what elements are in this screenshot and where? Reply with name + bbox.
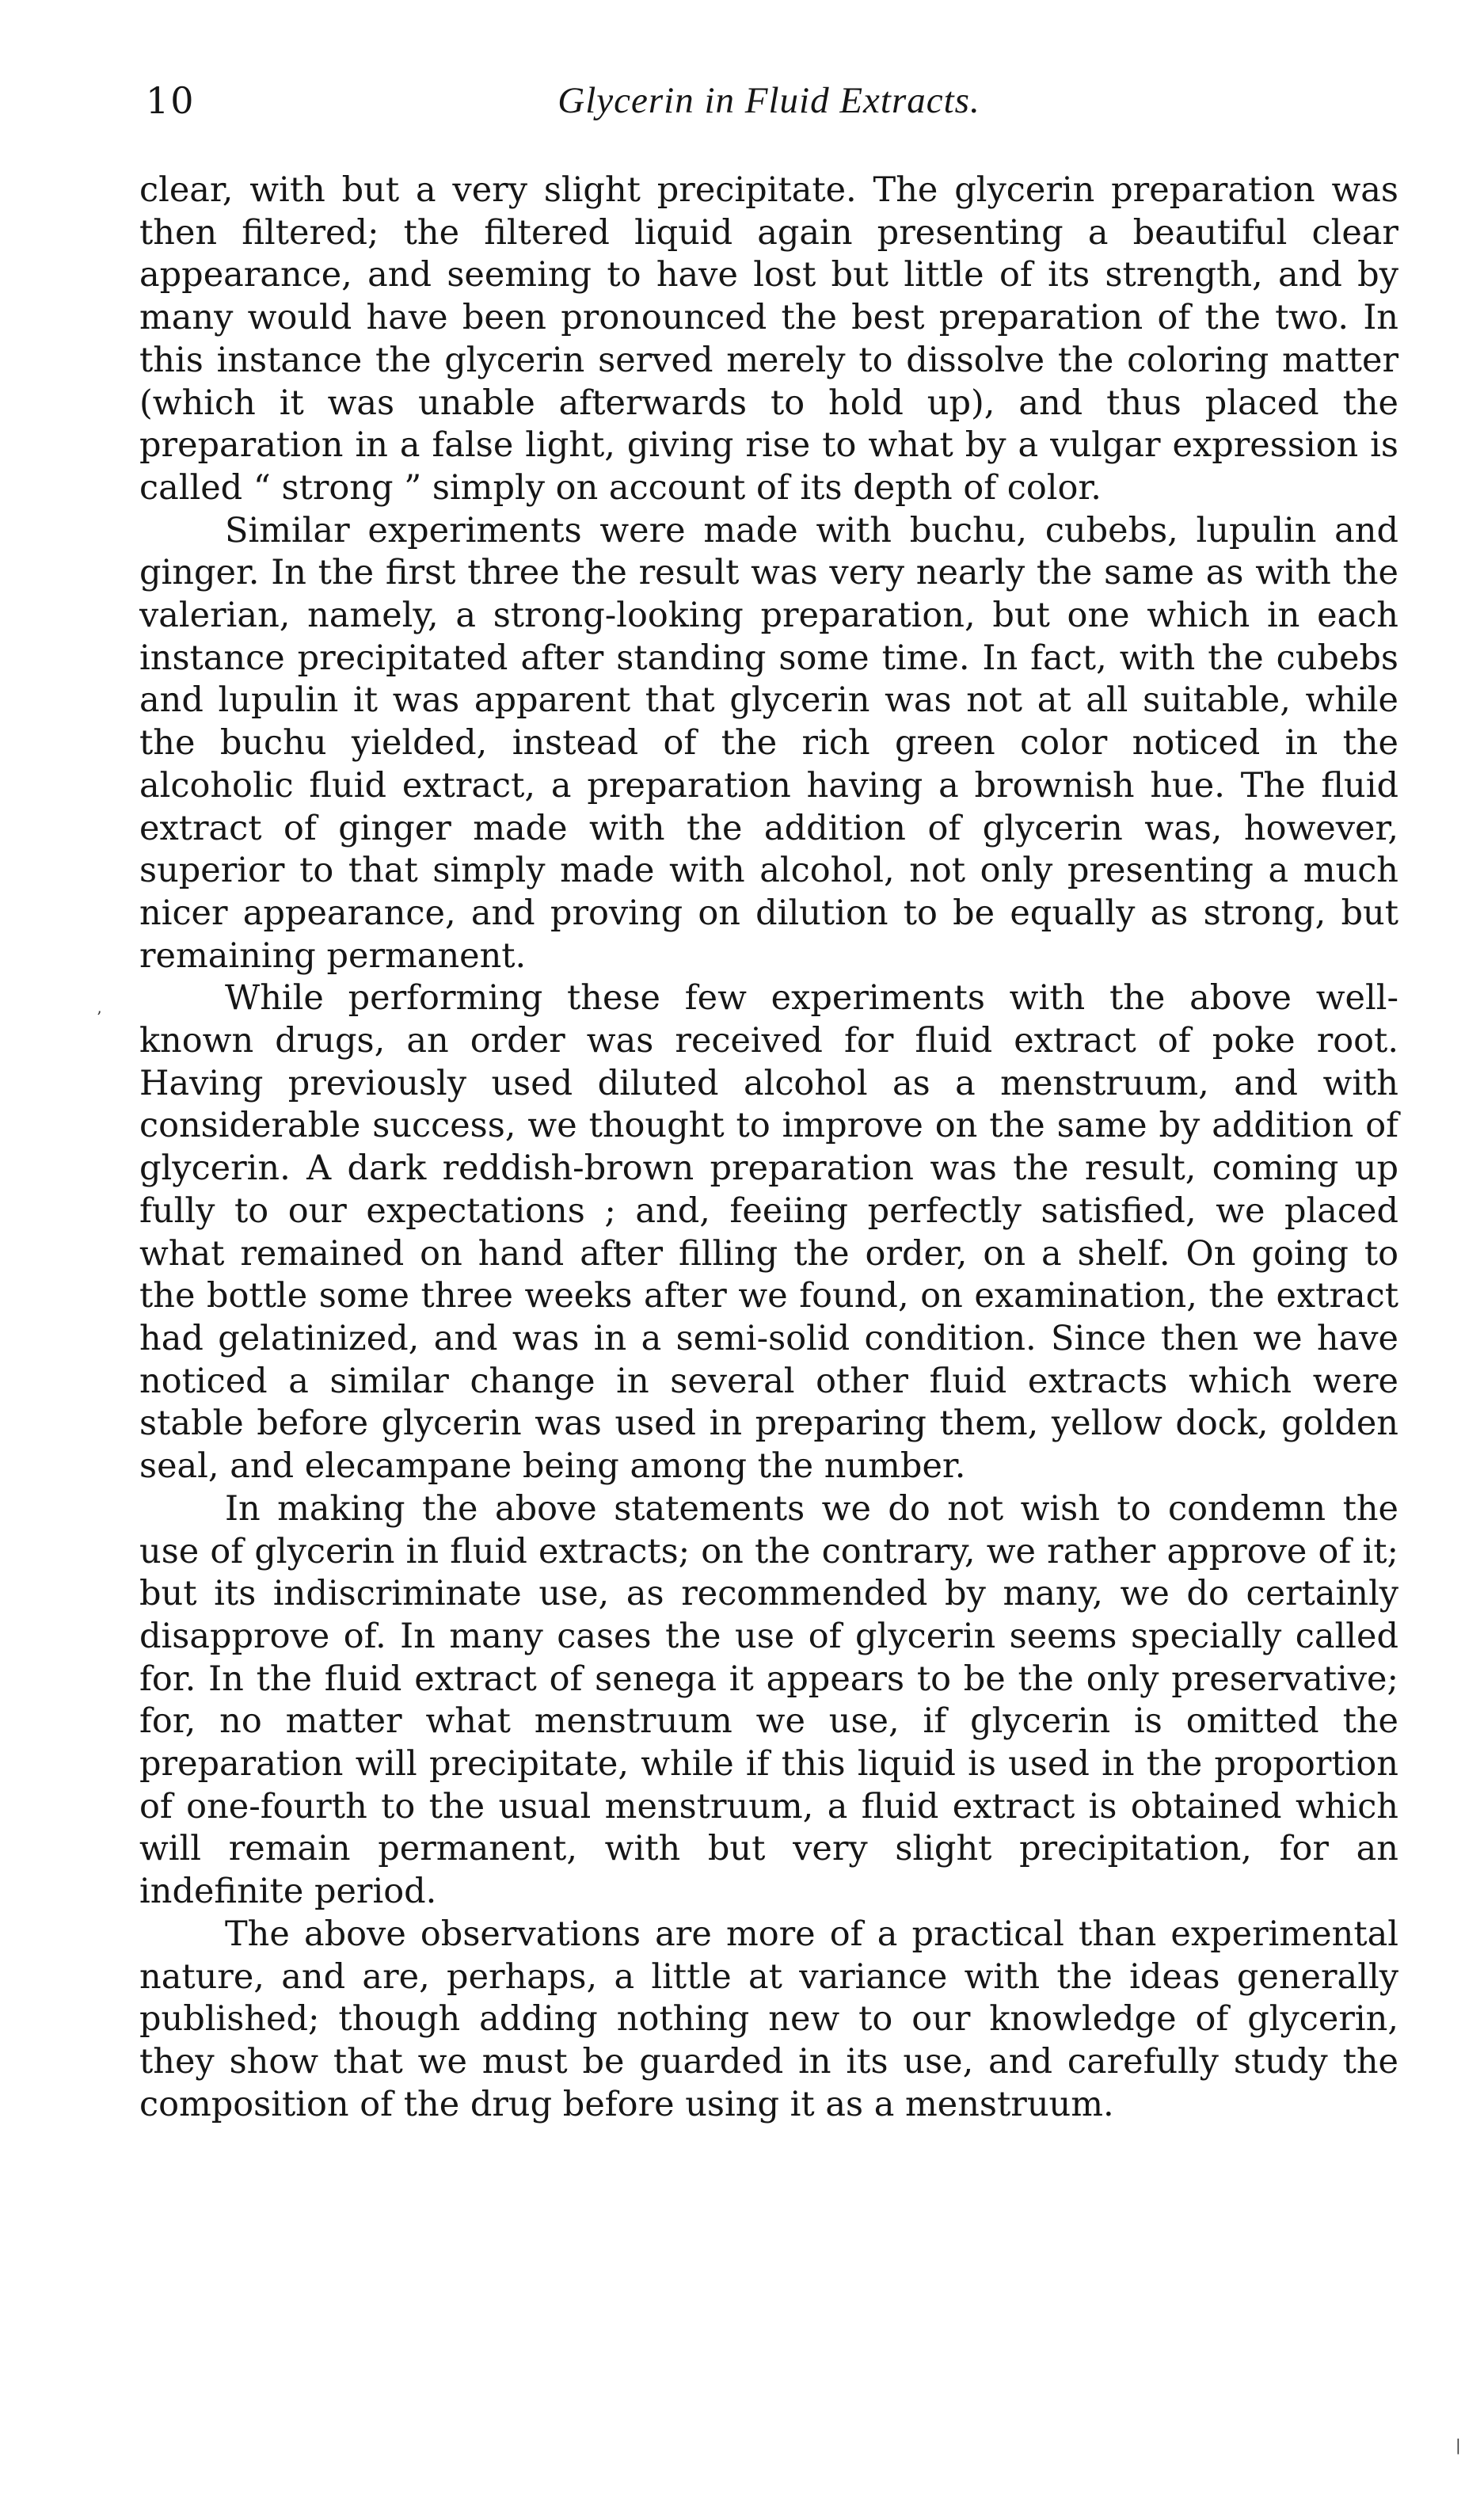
page-header [139,79,1398,136]
body-text [139,170,1398,2126]
paragraph: In making the above statements we do not wish to condemn the use of glycerin in fluid extracts; on the contrary, we rather approve of it; but its indiscriminate use, as recommended by many, we do certainly disapprove of. In many cases the use of glycerin seems specially called for. In the fluid extract of senega it appears to be the only preservative; for, no matter what menstruum we use, if glycerin is omitted the preparation will precipitate, while if this liquid is used in the proportion of one-fourth to the usual menstruum, a fluid extract is obtained which will remain permanent, with but very slight precipitation, for an indefinite period. [139,1488,1398,1912]
paragraph: The above observations are more of a practical than experimental nature, and are, perhaps, a little at variance with the ideas generally published; though adding nothing new to our knowledge of glycerin, they show that we must be guarded in its use, and carefully study the composition of the drug before using it as a menstruum. [139,1914,1398,2124]
page-number: 10 [146,79,196,122]
ink-speck: | [1455,2436,1461,2455]
paragraph: While performing these few experiments with the above well-known drugs, an order was received for fluid extract of poke root. Having previously used diluted alcohol as a menstruum, and with considerable success, we thought to improve on the same by addition of glycerin. A dark reddish-brown preparation was the result, coming up fully to our expectations ; and, feeiing perfectly satisfied, we placed what remained on hand after filling the order, on a shelf. On going to the bottle some three weeks after we found, on examination, the extract had gelatinized, and was in a semi-solid condition. Since then we have noticed a similar change in several other fluid extracts which were stable before glycerin was used in preparing them, yellow dock, golden seal, and elecampane being among the number. [139,978,1398,1487]
running-title: Glycerin in Fluid Extracts. [557,80,980,121]
paragraph: Similar experiments were made with buchu, cubebs, lupulin and ginger. In the first three the result was very nearly the same as with the valerian, namely, a strong-looking preparation, but one which in each instance precipitated after standing some time. In fact, with the cubebs and lupulin it was apparent that glycerin was not at all suitable, while the buchu yielded, instead of the rich green color noticed in the alcoholic fluid extract, a preparation having a brownish hue. The fluid extract of ginger made with the addition of glycerin was, however, superior to that simply made with alcohol, not only presenting a much nicer appearance, and proving on dilution to be equally as strong, but remaining permanent. [139,510,1398,976]
paragraph: clear, with but a very slight precipitate. The glycerin preparation was then filtered; the filtered liquid again presenting a beautiful clear appearance, and seeming to have lost but little of its strength, and by many would have been pronounced the best preparation of the two. In this instance the glycerin served merely to dissolve the coloring matter (which it was unable afterwards to hold up), and thus placed the preparation in a false light, giving rise to what by a vulgar expression is called “ strong ” simply on account of its depth of color. [139,170,1398,508]
ink-speck: ’ [97,1008,102,1027]
